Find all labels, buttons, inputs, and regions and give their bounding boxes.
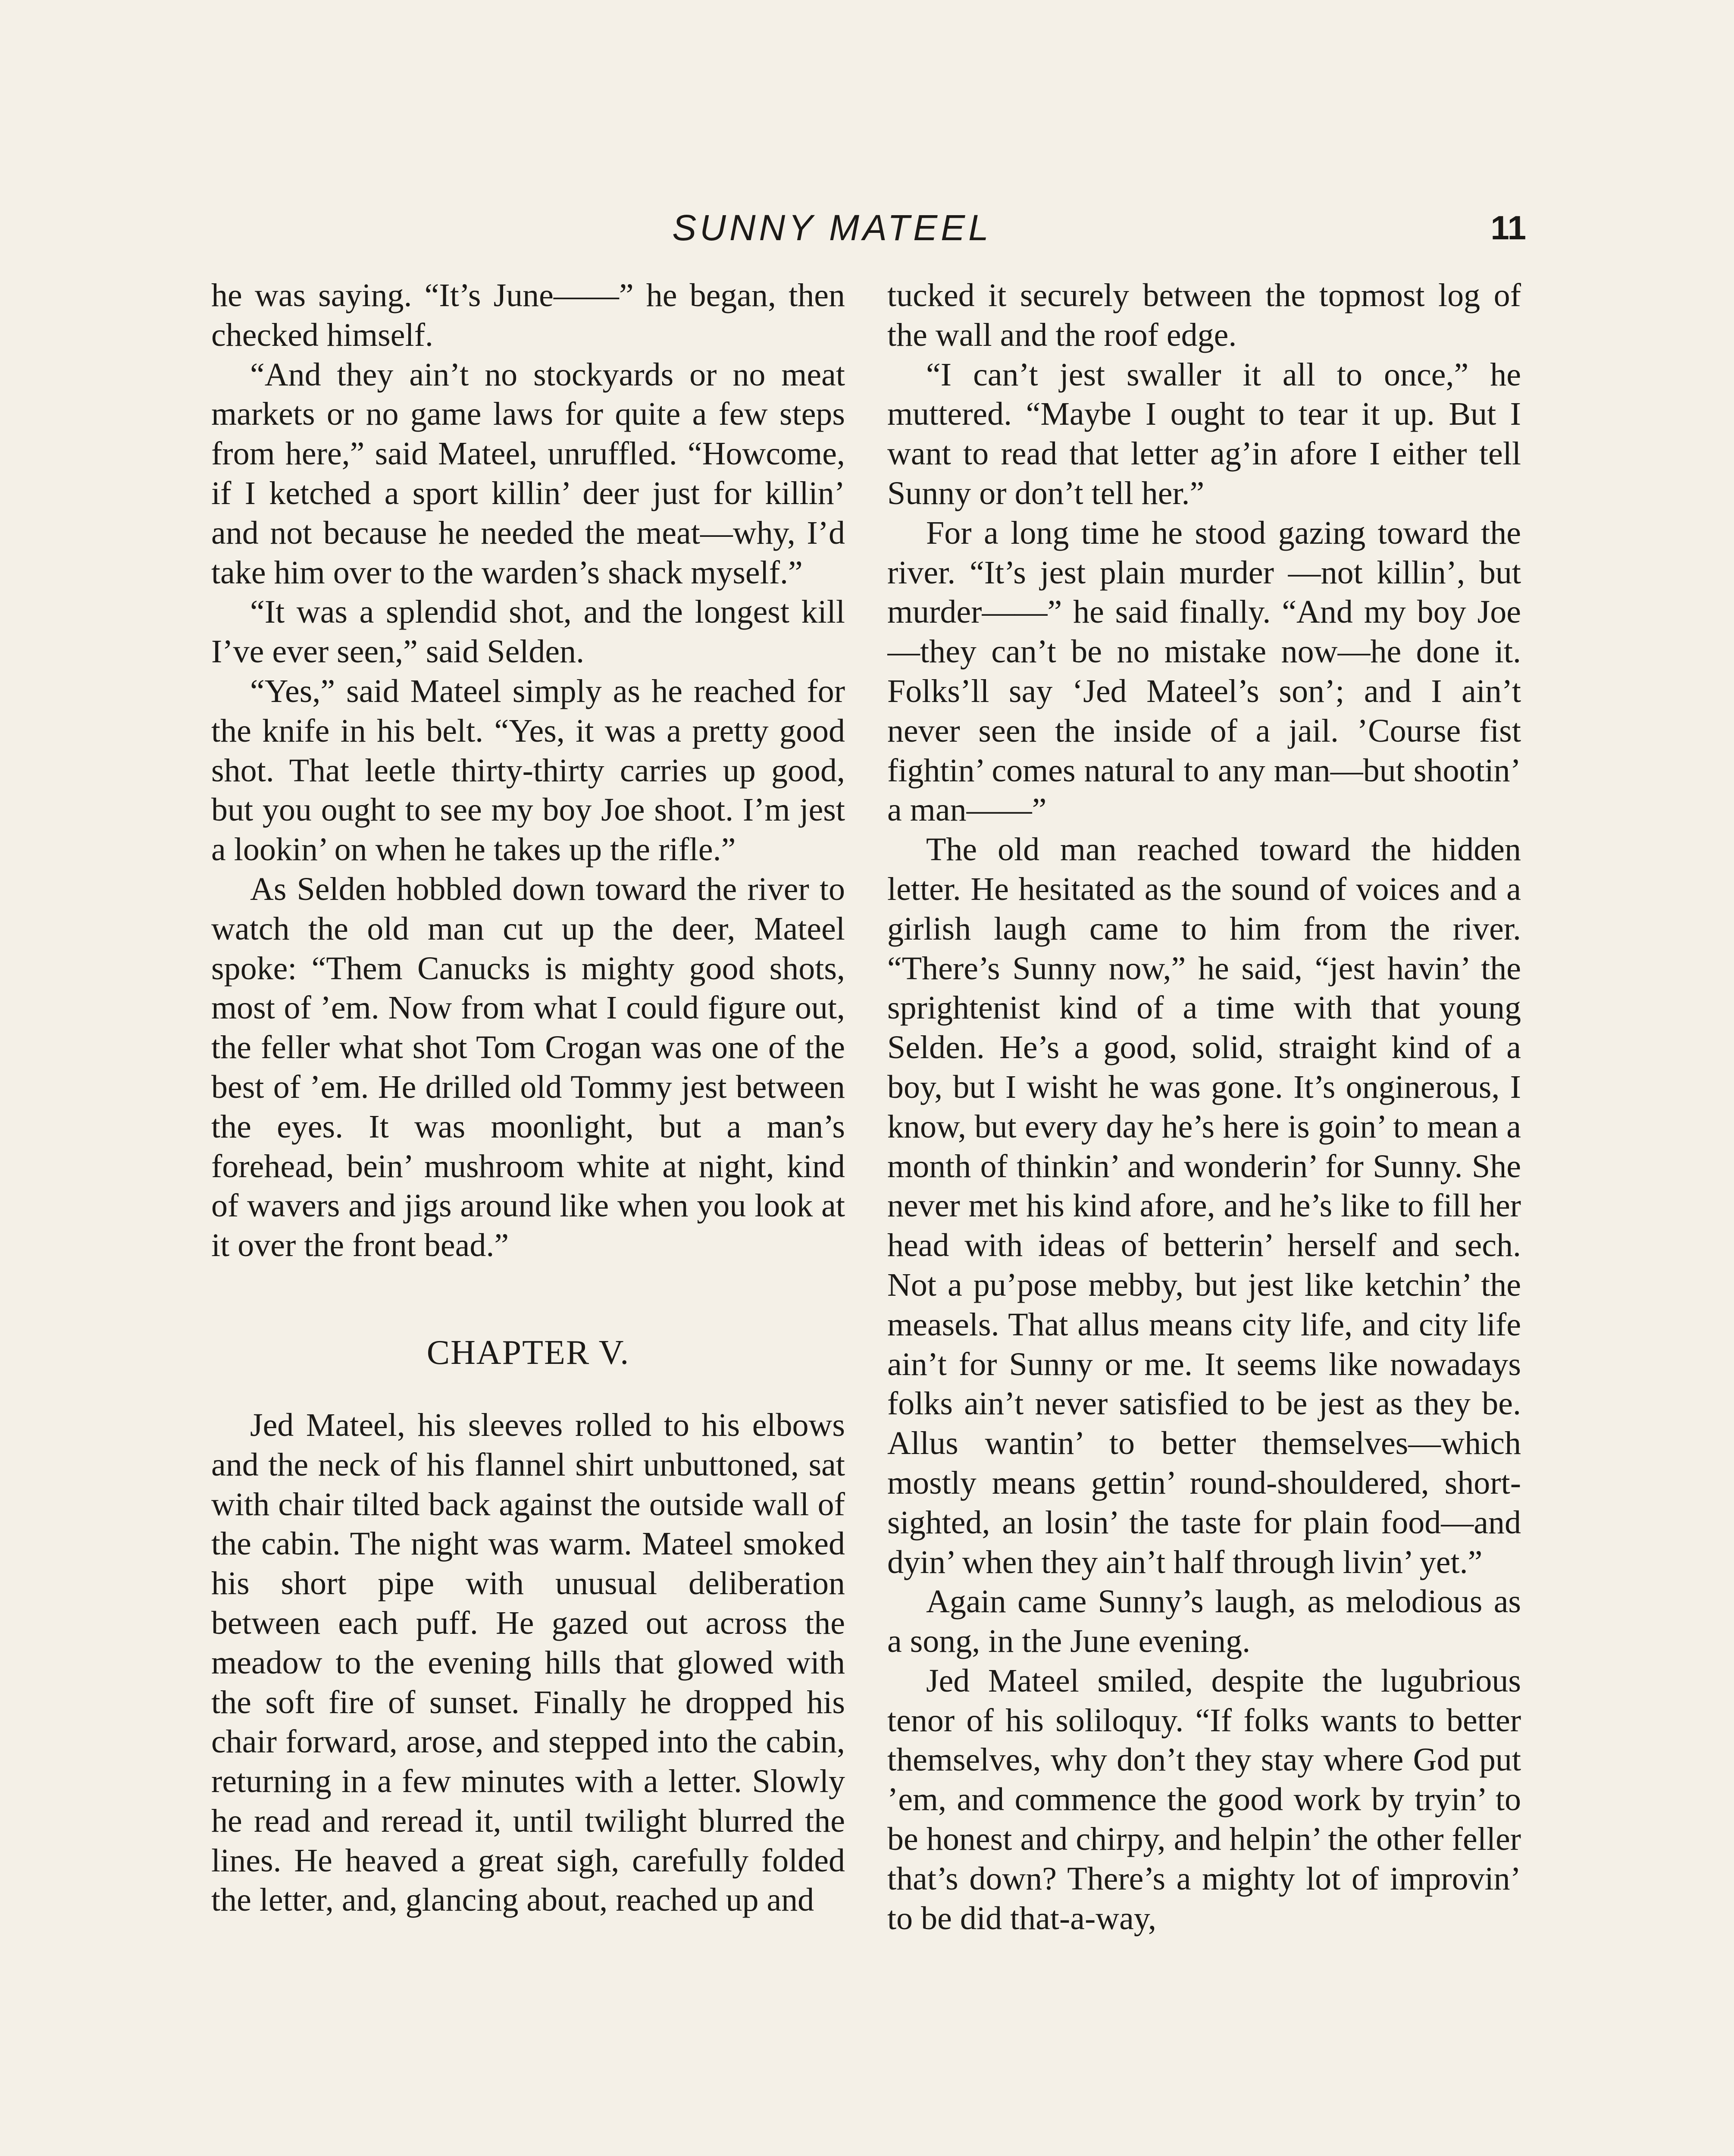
paragraph: Again came Sunny’s laugh, as melodious as a song, in the June evening. xyxy=(887,1583,1521,1660)
paragraph: “Yes,” said Mateel simply as he reached for the knife in his belt. “Yes, it was a pretty good shot. That leetle thirty-thirty carries up good, but you ought to see my boy Joe shoot. I’m jest a lookin’ on when he takes up the rifle.” xyxy=(211,673,845,868)
paragraph: As Selden hobbled down toward the river to watch the old man cut up the deer, Mateel spoke: “Them Canucks is mighty good shots, most of ’em. Now from what I could figure out, the feller what shot Tom Crogan was one of the best of ’em. He drilled old Tommy jest between the eyes. It was moonlight, but a man’s forehead, bein’ mushroom white at night, kind of wavers and jigs around like when you look at it over the front bead.” xyxy=(211,871,845,1264)
right-column xyxy=(887,276,1521,2156)
running-title: SUNNY MATEEL xyxy=(672,207,992,248)
running-header xyxy=(0,202,1734,254)
paragraph: “I can’t jest swaller it all to once,” he muttered. “Maybe I ought to tear it up. But I want to read that letter ag’in afore I either tell Sunny or don’t tell her.” xyxy=(887,356,1521,511)
paragraph: Jed Mateel smiled, despite the lugubrious tenor of his soliloquy. “If folks wants to better themselves, why don’t they stay where God put ’em, and commence the good work by tryin’ to be honest and chirpy, and helpin’ the other feller that’s down? There’s a mighty lot of improvin’ to be did that-a-way, xyxy=(887,1662,1521,1937)
paragraph: Jed Mateel, his sleeves rolled to his elbows and the neck of his flannel shirt unbuttoned, sat with chair tilted back against the outside wall of the cabin. The night was warm. Mateel smoked his short pipe with unusual deliberation between each puff. He gazed out across the meadow to the evening hills that glowed with the soft fire of sunset. Finally he dropped his chair forward, arose, and stepped into the cabin, returning in a few minutes with a letter. Slowly he read and reread it, until twilight blurred the lines. He heaved a great sigh, carefully folded the letter, and, glancing about, reached up and xyxy=(211,1407,845,1918)
page-number: 11 xyxy=(1490,209,1526,247)
paragraph: tucked it securely between the topmost log of the wall and the roof edge. xyxy=(887,277,1521,353)
paragraph: “And they ain’t no stockyards or no meat markets or no game laws for quite a few steps from here,” said Mateel, unruffled. “Howcome, if I ketched a sport killin’ deer just for killin’ and not because he needed the meat—why, I’d take him over to the warden’s shack myself.” xyxy=(211,356,845,591)
paragraph: For a long time he stood gazing toward the river. “It’s jest plain murder —not killin’, but murder——” he said finally. “And my boy Joe—they can’t be no mistake now—he done it. Folks’ll say ‘Jed Mateel’s son’; and I ain’t never seen the inside of a jail. ’Course fist fightin’ comes natural to any man—but shootin’ a man——” xyxy=(887,514,1521,828)
chapter-heading: CHAPTER V. xyxy=(426,1333,630,1372)
paragraph: “It was a splendid shot, and the longest kill I’ve ever seen,” said Selden. xyxy=(211,594,845,670)
left-column xyxy=(211,276,845,2156)
paragraph: The old man reached toward the hidden letter. He hesitated as the sound of voices and a girlish laugh came to him from the river. “There’s Sunny now,” he said, “jest havin’ the sprightenist kind of a time with that young Selden. He’s a good, solid, straight kind of a boy, but I wisht he was gone. It’s onginerous, I know, but every day he’s here is goin’ to mean a month of thinkin’ and wonderin’ for Sunny. She never met his kind afore, and he’s like to fill her head with ideas of betterin’ herself and sech. Not a pu’pose mebby, but jest like ketchin’ the measels. That allus means city life, and city life ain’t for Sunny or me. It seems like nowadays folks ain’t never satisfied to be jest as they be. Allus wantin’ to better themselves—which mostly means gettin’ round-shouldered, short-sighted, an losin’ the taste for plain food—and dyin’ when they ain’t half through livin’ yet.” xyxy=(887,831,1521,1580)
paragraph: he was saying. “It’s June——” he began, then checked himself. xyxy=(211,277,845,353)
